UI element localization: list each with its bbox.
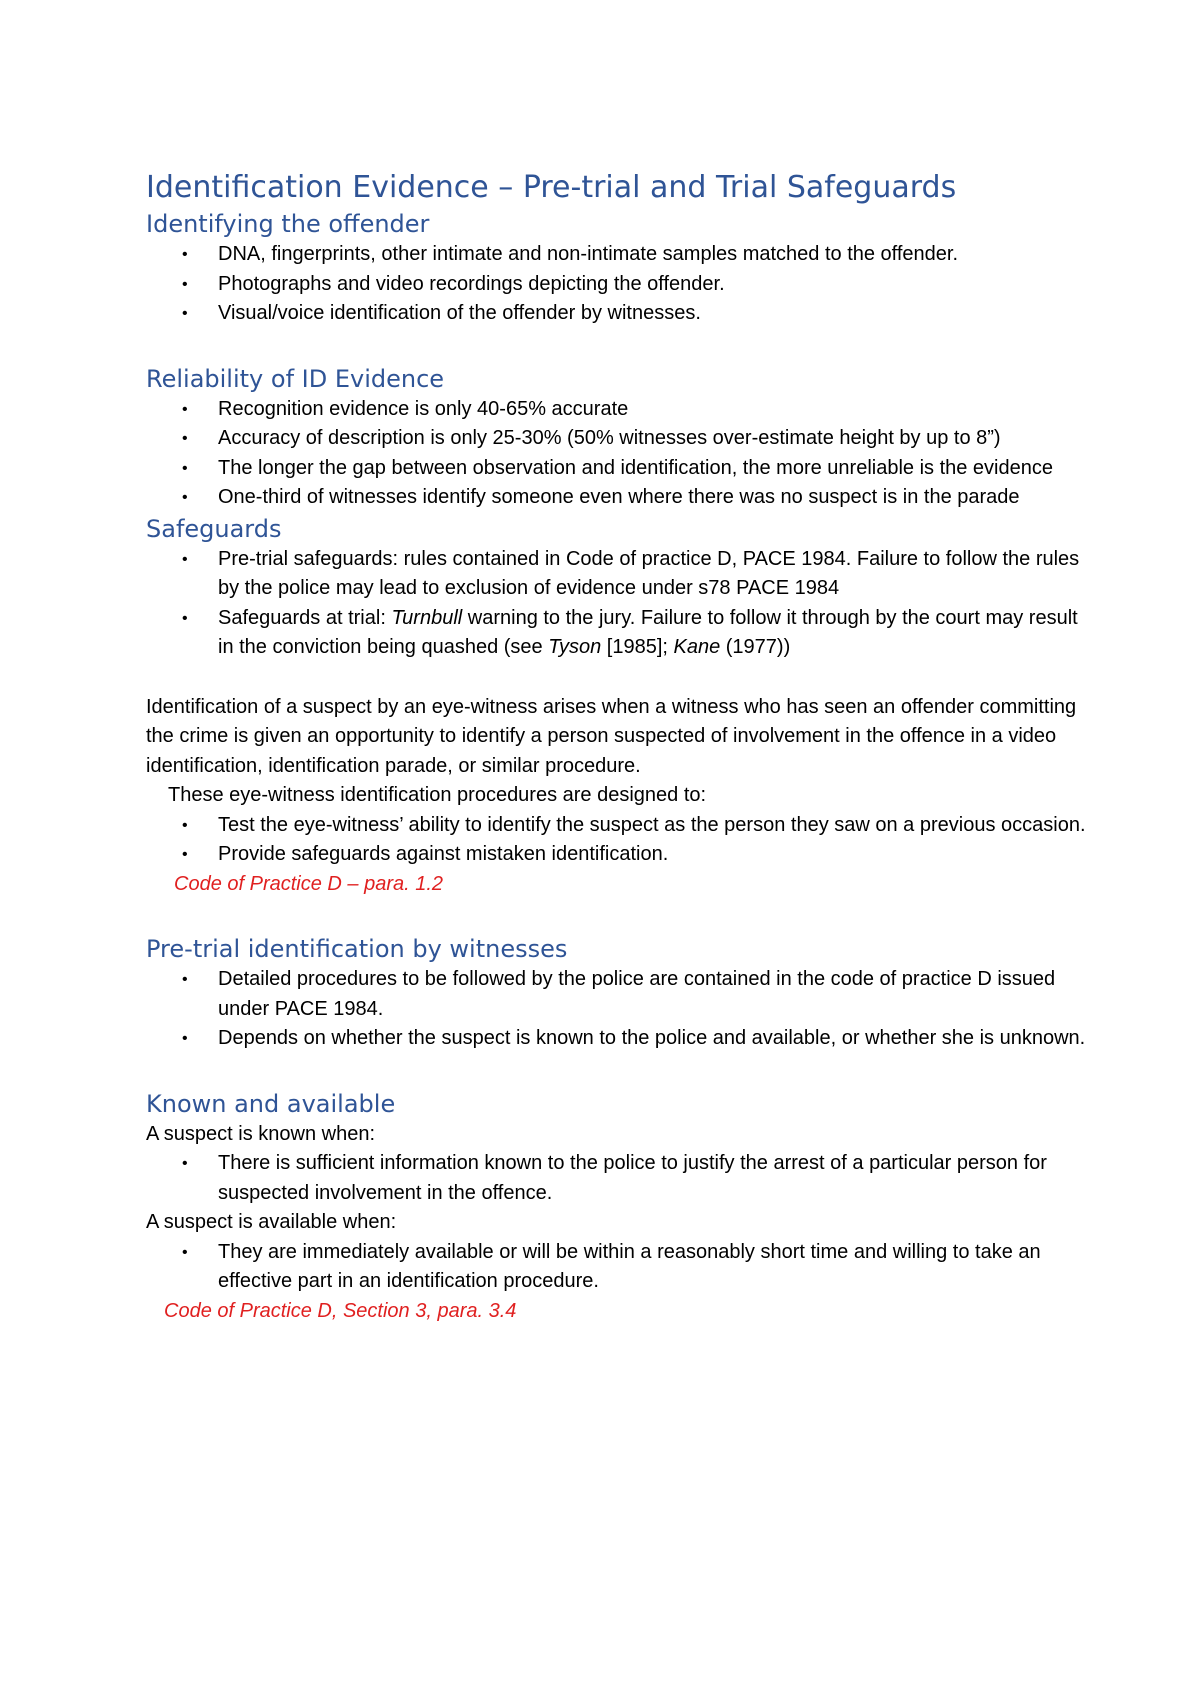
bullet-icon: • [182,971,188,988]
bullet-icon: • [182,489,188,506]
list-item: • Pre-trial safeguards: rules contained in Code of practice D, PACE 1984. Failure to follow the rules by the police may lead to exclusion of evidence under s78 PACE 1984 [218,545,1086,604]
available-list [146,1238,1086,1297]
bullet-icon: • [182,459,188,477]
bullet-icon: • [182,816,188,834]
heading-reliability: Reliability of ID Evidence [146,364,445,393]
bullet-icon: • [182,1243,188,1261]
case-name: Turnbull [391,606,463,629]
list-item: • Depends on whether the suspect is known to the police and available, or whether she is unknown. [218,1024,1086,1054]
list-item: • DNA, fingerprints, other intimate and non-intimate samples matched to the offender. [218,240,1086,270]
list-item: • One-third of witnesses identify someone even where there was no suspect is in the parade [218,483,1086,513]
bullet-icon: • [182,400,188,418]
eyewitness-paragraph: Identification of a suspect by an eye-witness arises when a witness who has seen an offender committing the crime is given an opportunity to identify a person suspected of involvement in the offence in a video identification, identification parade, or similar procedure. [146,695,1077,777]
heading-safeguards: Safeguards [146,514,282,543]
heading-identifying-offender: Identifying the offender [146,210,430,238]
identifying-list [146,240,1086,329]
case-name: Tyson [548,636,602,658]
list-item: • Provide safeguards against mistaken identification. [218,840,1086,870]
bullet-icon: • [182,846,188,863]
list-item: • There is sufficient information known to the police to justify the arrest of a particular person for suspected involvement in the offence. [218,1149,1086,1208]
bullet-icon: • [182,1155,188,1172]
bullet-icon: • [182,246,188,263]
heading-known-available: Known and available [146,1089,396,1118]
list-item: • They are immediately available or will be within a reasonably short time and willing to take an effective part in an identification procedure. [218,1238,1086,1297]
list-item: • Test the eye-witness’ ability to identify the suspect as the person they saw on a previous occasion. [218,811,1086,841]
bullet-icon: • [182,1030,188,1047]
spacer [146,899,1086,933]
document-content [146,168,1086,1326]
citation-para-3-4: Code of Practice D, Section 3, para. 3.4 [164,1299,517,1322]
page-title: Identification Evidence – Pre-trial and Trial Safeguards [146,170,957,205]
citation-para-1-2: Code of Practice D – para. 1.2 [174,872,444,895]
known-intro: A suspect is known when: [146,1122,376,1145]
bullet-icon: • [182,430,188,447]
bullet-icon: • [182,305,188,322]
heading-pretrial-identification: Pre-trial identification by witnesses [146,935,568,963]
known-list [146,1149,1086,1208]
eyewitness-list [146,811,1086,870]
list-item: • The longer the gap between observation and identification, the more unreliable is the evidence [218,454,1086,484]
case-name: Kane [673,636,721,658]
reliability-list [146,395,1086,513]
pretrial-list [146,965,1086,1054]
eyewitness-intro: These eye-witness identification procedures are designed to: [168,784,707,806]
available-intro: A suspect is available when: [146,1211,397,1233]
list-item: • Photographs and video recordings depicting the offender. [218,270,1086,300]
bullet-icon: • [182,609,188,627]
list-item: • Recognition evidence is only 40-65% accurate [218,395,1086,425]
list-item: • Detailed procedures to be followed by the police are contained in the code of practice D issued under PACE 1984. [218,965,1086,1024]
spacer [146,663,1086,693]
safeguards-list [146,545,1086,663]
spacer [146,329,1086,363]
list-item: • Visual/voice identification of the offender by witnesses. [218,299,1086,329]
spacer [146,1054,1086,1088]
list-item: • Accuracy of description is only 25-30% (50% witnesses over-estimate height by up to 8”) [218,424,1086,454]
bullet-icon: • [182,550,188,568]
list-item: • Safeguards at trial: Turnbull warning to the jury. Failure to follow it through by the court may result in the conviction being quashed (see Tyson [1985]; Kane (1977)) [218,604,1086,663]
bullet-icon: • [182,275,188,293]
